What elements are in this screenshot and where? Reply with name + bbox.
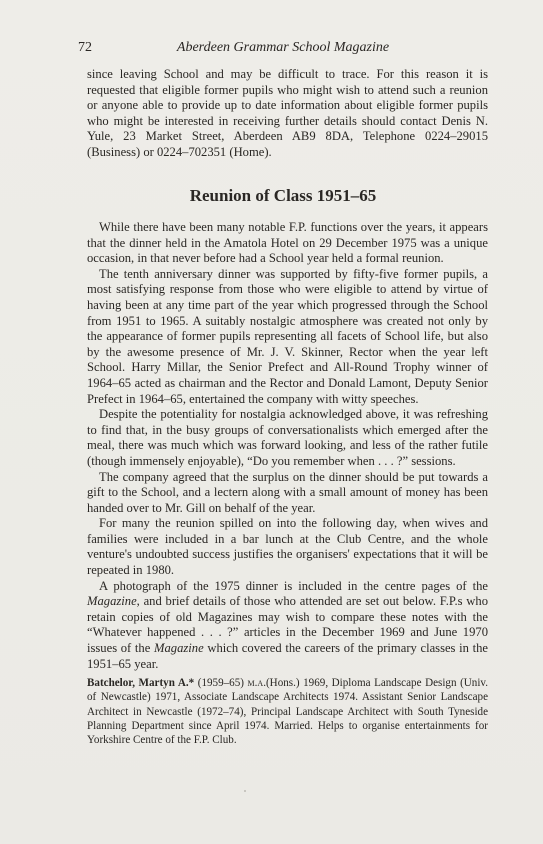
alumni-degree: m.a. — [247, 677, 266, 689]
article-body — [87, 220, 488, 672]
paragraph-6-text-end: which covered the careers of the primary classes in the 1951–65 year. — [87, 641, 488, 671]
paragraph-6-text-middle: , and brief details of those who attended are set out below. F.P.s who retain copies of old Magazines may wish to compare these notes with the “Whatever happened . . . ?” articles in the December 1969 and June 1970 issues of the — [87, 594, 488, 656]
intro-paragraph: since leaving School and may be difficult to trace. For this reason it is requested that eligible former pupils who might wish to attend such a reunion or anyone able to provide up to date information about eligible former pupils who might be interested in receiving further details should contact Denis N. Yule, 23 Market Street, Aberdeen AB9 8DA, Telephone 0224–29015 (Business) or 0224–702351 (Home). — [87, 67, 488, 159]
page-number: 72 — [78, 40, 92, 55]
running-title: Aberdeen Grammar School Magazine — [176, 40, 390, 55]
article-paragraph-2: The tenth anniversary dinner was supported by fifty-five former pupils, a most satisfying response from those who were eligible to attend by virtue of having been at any time part of the year which progressed through the School from 1951 to 1965. A suitably nostalgic atmosphere was created not only by the appearance of former pupils representing all facets of School life, but also by the awesome presence of Mr. J. V. Skinner, Rector when the year left School. Harry Millar, the Senior Prefect and All-Round Trophy winner of 1964–65 acted as chairman and the Rector and Donald Lamont, Deputy Senior Prefect in 1964–65, entertained the company with witty speeches. — [87, 266, 488, 406]
intro-text — [87, 67, 488, 161]
paragraph-6-text-start: A photograph of the 1975 dinner is included in the centre pages of the — [99, 578, 488, 593]
article-paragraph-5: For many the reunion spilled on into the following day, when wives and families were included in a bar lunch at the Club Centre, and the whole venture's undoubted success justifies the organisers' expectations that it will be repeated in 1980. — [87, 516, 488, 578]
magazine-title-ref: Magazine — [87, 594, 137, 609]
paper-speck — [244, 790, 246, 792]
alumni-name: Batchelor, Martyn A.* — [87, 677, 195, 689]
article-paragraph-4: The company agreed that the surplus on the dinner should be put towards a gift to the School, and a lectern along with a small amount of money has been handed over to Mr. Gill on behalf of the year. — [87, 469, 488, 515]
article-paragraph-6 — [87, 579, 488, 673]
alumni-entry — [87, 676, 488, 747]
section-title: Reunion of Class 1951–65 — [189, 186, 377, 205]
article-paragraph-3: Despite the potentiality for nostalgia acknowledged above, it was refreshing to find that, in the busy groups of conversationalists which emerged after the meal, there was much which was forward looking, and less of the rather futile (though immensely enjoyable), “Do you remember when . . . ?” sessions. — [87, 407, 488, 468]
article-paragraph-1: While there have been many notable F.P. functions over the years, it appears that the dinner held in the Amatola Hotel on 29 December 1975 was a unique occasion, in that never before had a School year held a formal reunion. — [87, 220, 488, 266]
alumni-details: (Hons.) 1969, Diploma Landscape Design (Univ. of Newcastle) 1971, Associate Landscape Architects 1974. Assistant Senior Landscape Architect in Newcastle (1972–74), Principal Landscape Architect with South Tyneside Planning Department since April 1974. Married. Helps to organise entertainments for Yorkshire Centre of the F.P. Club. — [87, 677, 488, 747]
page-header — [78, 40, 488, 60]
magazine-title-ref: Magazine — [154, 641, 204, 656]
alumni-years: (1959–65) — [194, 677, 248, 689]
